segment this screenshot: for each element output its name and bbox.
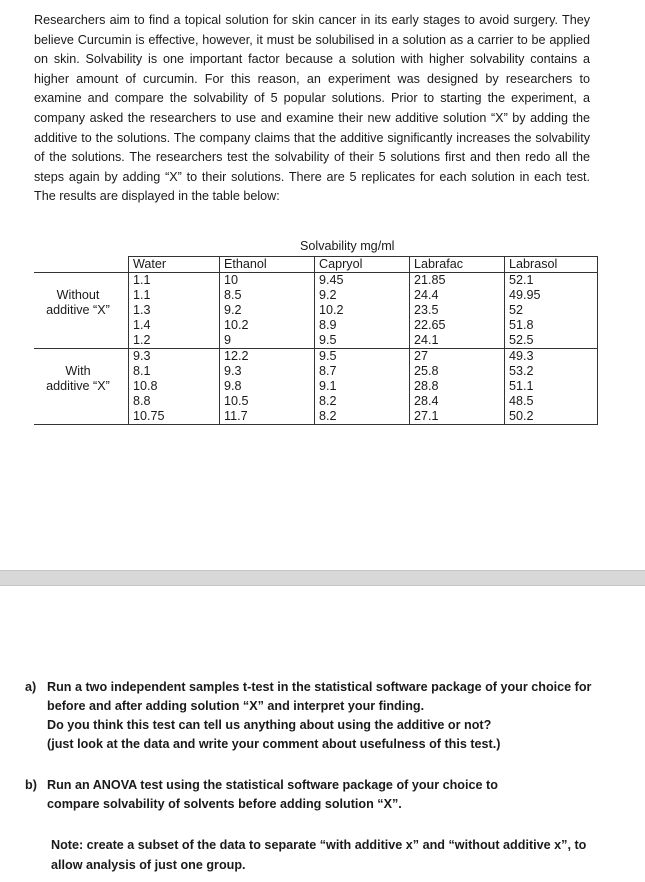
cell-labrafac: 24.4 (410, 288, 505, 303)
cell-labrafac: 28.8 (410, 379, 505, 394)
group-label: additive “X” (46, 379, 110, 393)
table-row (34, 333, 598, 349)
question-b-line: Run an ANOVA test using the statistical software package of your choice to (47, 778, 498, 792)
cell-labrafac: 23.5 (410, 303, 505, 318)
group-label-spacer (34, 318, 129, 333)
group-label-spacer (34, 273, 129, 289)
cell-labrafac: 21.85 (410, 273, 505, 289)
intro-paragraph: Researchers aim to find a topical solution for skin cancer in its early stages to avoid surgery. They believe Curcumin is effective, however, it must be solubilised in a solution as a carrier to be applied on skin. Solvability is one important factor because a solution with higher solvability contains a higher amount of curcumin. For this reason, an experiment was designed by researchers to examine and compare the solvability of 5 popular solutions. Prior to starting the experiment, a company asked the researchers to use and examine their new additive solution “X” by adding the additive to the solutions. The company claims that the additive significantly increases the solvability of the solutions. The researchers test the solvability of their 5 solutions first and then redo all the steps again by adding “X” to their solutions. There are 5 replicates for each solution in each test. The results are displayed in the table below: (34, 13, 590, 204)
cell-capryol: 9.45 (315, 273, 410, 289)
cell-water: 1.1 (129, 273, 220, 289)
cell-ethanol: 9.8 (220, 379, 315, 394)
cell-capryol: 8.7 (315, 364, 410, 379)
cell-labrasol: 52 (505, 303, 598, 318)
table-row (34, 364, 598, 379)
group-label-spacer (34, 394, 129, 409)
cell-capryol: 9.2 (315, 288, 410, 303)
table-row (34, 318, 598, 333)
solvability-table (34, 256, 598, 425)
question-a-line: before and after adding solution “X” and interpret your finding. (47, 699, 425, 713)
cell-capryol: 8.2 (315, 394, 410, 409)
cell-ethanol: 9.2 (220, 303, 315, 318)
cell-labrafac: 22.65 (410, 318, 505, 333)
table-row (34, 394, 598, 409)
cell-ethanol: 11.7 (220, 409, 315, 425)
column-header-ethanol: Ethanol (220, 257, 315, 273)
cell-capryol: 10.2 (315, 303, 410, 318)
cell-water: 8.8 (129, 394, 220, 409)
table-row (34, 273, 598, 289)
cell-labrafac: 24.1 (410, 333, 505, 349)
cell-ethanol: 10.5 (220, 394, 315, 409)
group-label-spacer (34, 409, 129, 425)
cell-capryol: 8.9 (315, 318, 410, 333)
table-row (34, 349, 598, 365)
table-caption: Solvability mg/ml (300, 239, 395, 253)
table-row (34, 379, 598, 394)
group-label: additive “X” (46, 303, 110, 317)
cell-labrasol: 51.8 (505, 318, 598, 333)
cell-water: 1.4 (129, 318, 220, 333)
cell-labrafac: 27.1 (410, 409, 505, 425)
cell-labrafac: 25.8 (410, 364, 505, 379)
group-label: Without (56, 288, 100, 302)
cell-ethanol: 8.5 (220, 288, 315, 303)
cell-ethanol: 10 (220, 273, 315, 289)
cell-water: 9.3 (129, 349, 220, 365)
cell-labrasol: 49.3 (505, 349, 598, 365)
question-b-label: b) (25, 778, 37, 792)
cell-labrasol: 51.1 (505, 379, 598, 394)
column-header-labrasol: Labrasol (505, 257, 598, 273)
cell-ethanol: 9 (220, 333, 315, 349)
cell-labrasol: 48.5 (505, 394, 598, 409)
question-b-line: compare solvability of solvents before adding solution “X”. (47, 797, 402, 811)
table-row (34, 303, 598, 318)
cell-labrasol: 50.2 (505, 409, 598, 425)
cell-capryol: 9.5 (315, 333, 410, 349)
header-spacer (34, 257, 129, 273)
question-a-label: a) (25, 680, 37, 694)
question-a-line: (just look at the data and write your comment about usefulness of this test.) (47, 737, 501, 751)
cell-labrasol: 49.95 (505, 288, 598, 303)
question-a-line: Do you think this test can tell us anything about using the additive or not? (47, 718, 492, 732)
cell-capryol: 9.5 (315, 349, 410, 365)
group-label-spacer (34, 349, 129, 365)
table-row (34, 409, 598, 425)
note-text: Note: create a subset of the data to separate “with additive x” and “without additive x”, to allow analysis of just one group. (51, 838, 587, 872)
section-divider (0, 570, 645, 586)
cell-water: 8.1 (129, 364, 220, 379)
column-header-capryol: Capryol (315, 257, 410, 273)
group-label-spacer (34, 333, 129, 349)
cell-labrasol: 52.1 (505, 273, 598, 289)
cell-labrasol: 53.2 (505, 364, 598, 379)
cell-water: 10.8 (129, 379, 220, 394)
cell-ethanol: 10.2 (220, 318, 315, 333)
table-row (34, 288, 598, 303)
cell-ethanol: 9.3 (220, 364, 315, 379)
cell-capryol: 9.1 (315, 379, 410, 394)
cell-capryol: 8.2 (315, 409, 410, 425)
cell-water: 10.75 (129, 409, 220, 425)
cell-labrasol: 52.5 (505, 333, 598, 349)
cell-ethanol: 12.2 (220, 349, 315, 365)
cell-labrafac: 27 (410, 349, 505, 365)
group-label: With (65, 364, 91, 378)
column-header-water: Water (129, 257, 220, 273)
cell-water: 1.3 (129, 303, 220, 318)
cell-water: 1.1 (129, 288, 220, 303)
cell-labrafac: 28.4 (410, 394, 505, 409)
cell-water: 1.2 (129, 333, 220, 349)
column-header-labrafac: Labrafac (410, 257, 505, 273)
question-a-line: Run a two independent samples t-test in the statistical software package of your choice for (47, 680, 592, 694)
table-header-row (34, 257, 598, 273)
